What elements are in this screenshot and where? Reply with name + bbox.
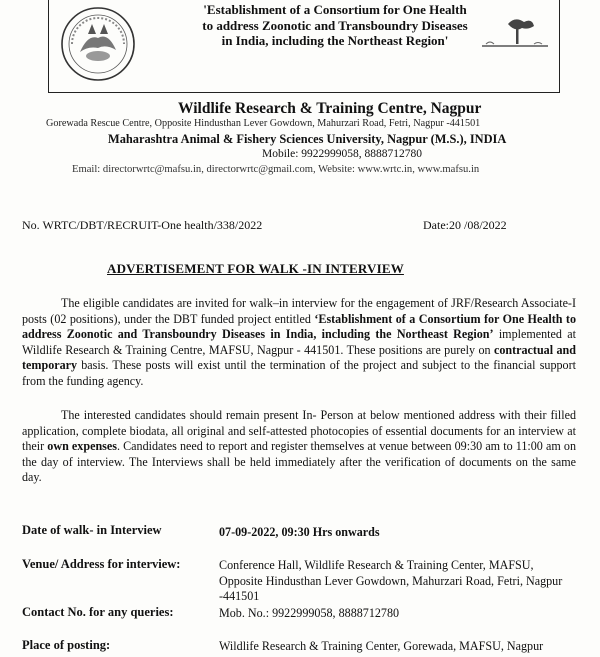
project-title-bold: ‘Establishment of a Consortium for One Health to address Zoonotic and Transboundry Diseases in India, including the Northeast Region’ — [22, 311, 576, 342]
reference-date: Date:20 /08/2022 — [423, 218, 507, 232]
posting-label: Place of posting: — [22, 638, 111, 652]
contract-terms-bold: contractual and temporary — [22, 342, 576, 373]
organization-address: Gorewada Rescue Centre, Opposite Hindusthan Lever Gowdown, Mahurzari Road, Fetri, Nagpur -441501 — [46, 118, 481, 129]
wrtc-logo-icon — [58, 4, 138, 84]
paragraph-text: The eligible candidates are invited for walk–in interview for the engagement of JRF/Research Associate-I posts (02 positions), under the DBT funded project entitled — [22, 296, 576, 326]
paragraph-text: basis. These posts will exist until the termination of the project and subject to the financial support from the funding agency. — [22, 358, 576, 388]
own-expenses-bold: own expenses — [47, 439, 117, 454]
advertisement-heading: ADVERTISEMENT FOR WALK -IN INTERVIEW — [107, 261, 404, 276]
reference-number: No. WRTC/DBT/RECRUIT-One health/338/2022 — [22, 218, 263, 232]
paragraph-text: implemented at Wildlife Research & Training Centre, MAFSU, Nagpur - 441501. These positions are purely on — [22, 327, 576, 357]
organization-name: Wildlife Research & Training Centre, Nagpur — [178, 100, 482, 117]
paragraph-instructions — [22, 408, 576, 486]
interview-date-value: 07-09-2022, 09:30 Hrs onwards — [219, 525, 380, 539]
tree-landscape-icon — [478, 6, 552, 66]
venue-value: Conference Hall, Wildlife Research & Training Center, MAFSU, Opposite Hindusthan Lever Gowdown, Mahurzari Road, Fetri, Nagpur -441501 — [219, 558, 563, 603]
venue-label: Venue/ Address for interview: — [22, 557, 181, 571]
paragraph-text: . Candidates need to report and register themselves at venue between 09:30 am to 11:00 am on the day of interview. The Interviews shall be held immediately after the verification of documents on the same day. — [22, 439, 576, 485]
organization-mobile: Mobile: 9922999058, 8888712780 — [262, 148, 423, 160]
organization-email-website: Email: directorwrtc@mafsu.in, directorwrtc@gmail.com, Website: www.wrtc.in, www.mafsu.in — [72, 164, 480, 175]
paragraph-eligibility — [22, 296, 576, 390]
contact-label: Contact No. for any queries: — [22, 605, 174, 619]
paragraph-text: The interested candidates should remain present In- Person at below mentioned address with their filled application, complete biodata, all original and self-attested photocopies of essential documents for an interview at their — [22, 408, 576, 454]
interview-date-label: Date of walk- in Interview — [22, 523, 162, 537]
posting-value: Wildlife Research & Training Center, Gorewada, MAFSU, Nagpur — [219, 639, 544, 653]
project-title: 'Establishment of a Consortium for One Health to address Zoonotic and Transboundry Diseases in India, including the Northeast Region' — [202, 2, 468, 48]
contact-value: Mob. No.: 9922999058, 8888712780 — [219, 606, 400, 620]
university-name: Maharashtra Animal & Fishery Sciences University, Nagpur (M.S.), INDIA — [108, 132, 507, 146]
